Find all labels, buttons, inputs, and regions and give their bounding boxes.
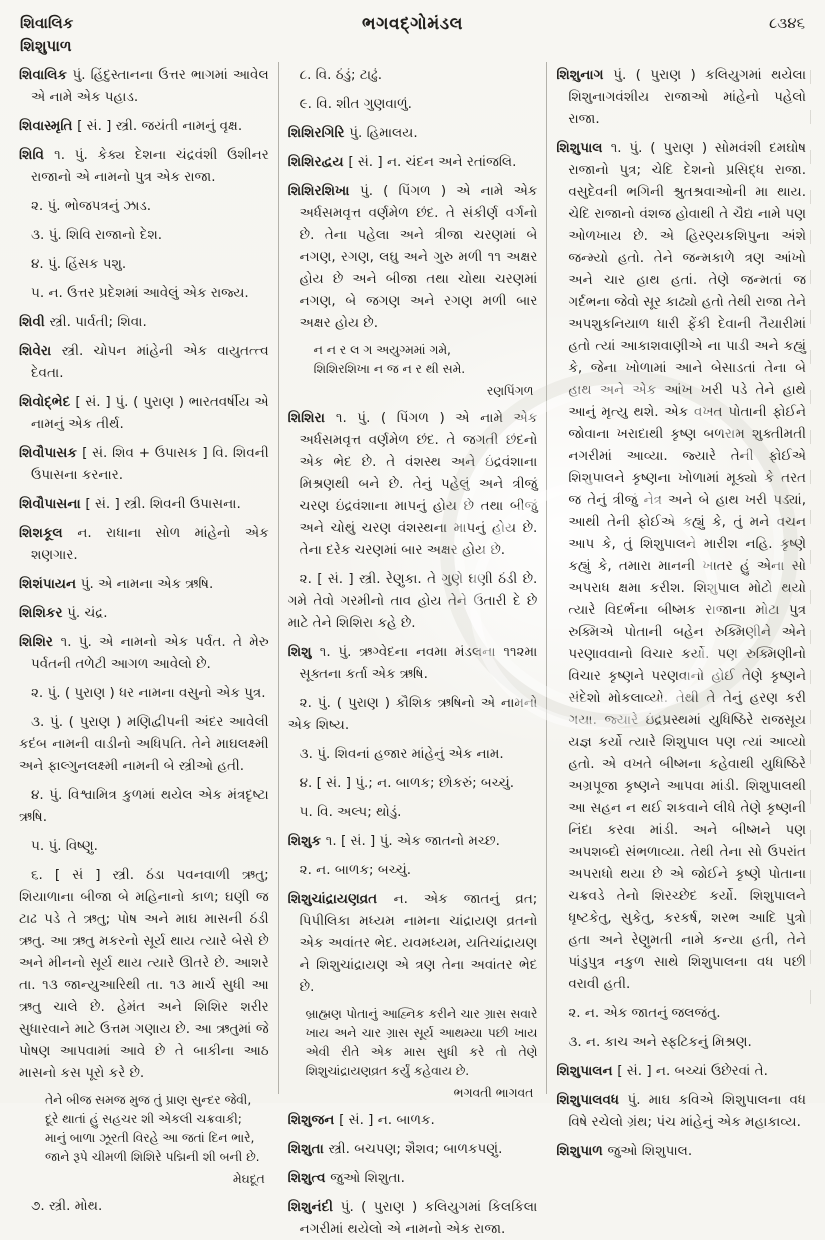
headword: શિશુ — [287, 644, 320, 661]
entry-sense: ૨. ન. એક જાતનું જલજંતુ. — [568, 1005, 721, 1021]
entry-sense: ૫. ન. ઉત્તર પ્રદેશમાં આવેલું એક રાજ્ય. — [31, 285, 249, 301]
dictionary-entry: શિશિરા ૧. પું. ( પિંગળ ) એ નામે એક અર્ધસમવૃત્ત વર્ણમેળ છંદ. તે જગતી છંદનો એક ભેદ છે. તે વંશસ્થ અને ઇંદ્રવંશાના મિશ્રણથી બને છે. તેનું પહેલું અને ત્રીજું ચરણ ઇંદ્રવંશાના માપનું હોય છે તથા બીજું અને ચોથું ચરણ વંશસ્થના માપનું હોય છે. તેના દરેક ચરણમાં બાર અક્ષર હોય છે. — [287, 410, 538, 559]
entry-sense: ૪. પું. હિંસક પશુ. — [31, 256, 127, 272]
headword: શિશિરશિખા — [287, 183, 360, 199]
verse-quotation — [314, 341, 538, 379]
quotation-line: જાને રૂપે ચીમળી શિશિરે પદ્મિની શી બની છે. — [45, 1150, 260, 1165]
verse-quotation — [45, 1091, 269, 1167]
headword: શિવેરા — [19, 343, 62, 359]
entry-sense: ૩. પું. ( પુરાણ ) મણિદ્વીપની અંદર આવેલી કદંબ નામની વાડીનો અધિપતિ. તેને માઘલક્ષ્મી અને ફાલ્ગુનલક્ષ્મી નામની બે સ્ત્રીઓ હતી. — [19, 714, 269, 774]
headword: શિવાસ્મૃતિ — [19, 118, 78, 134]
dictionary-entry: શિશંપાયન પું. એ નામના એક ઋષિ. — [19, 576, 214, 592]
dictionary-entry: શિશુપાલવધ પું. માઘ કવિએ શિશુપાલના વધ વિષે રચેલો ગ્રંથ; પંચ માંહેનું એક મહાકાવ્ય. — [556, 1092, 807, 1130]
dictionary-entry: શિશુનંદી પું. ( પુરાણ ) કલિયુગમાં કિલકિલા નગરીમાં થયેલો એ નામનો એક રાજા. — [287, 1199, 538, 1238]
entry-sense: ૨. [ સં. ] સ્ત્રી. રેણુકા. તે ગુણે ઘણી ઠંડી છે. ગમે તેવો ગરમીનો તાવ હોય તેને ઉતારી દે છે માટે તેને શિશિરા કહે છે. — [287, 571, 538, 632]
headword: શિશંપાયન — [19, 576, 81, 592]
headword: શિશુજન — [287, 1112, 340, 1129]
quotation-line: શિશિરશિખા ન જ ન ર થી સમે. — [313, 362, 466, 377]
headword: શિશિર — [19, 634, 61, 650]
entry-sense: ૨. પું. ભોજપત્રનું ઝાડ. — [31, 198, 152, 214]
headword: શિશુપાલ — [556, 140, 611, 156]
dictionary-entry: શિશિકર પું. ચંદ્ર. — [19, 605, 108, 621]
headword: શિશિરા — [287, 410, 336, 427]
headword: શિશિકર — [19, 605, 68, 621]
dictionary-entry: શિશુતા સ્ત્રી. બચપણ; શૈશવ; બાળકપણું. — [287, 1141, 503, 1158]
dictionary-entry: શિવાલિક પું. હિંદુસ્તાનના ઉત્તર ભાગમાં આવેલ એ નામે એક પહાડ. — [19, 67, 269, 105]
text-columns — [10, 62, 815, 1238]
column-1 — [10, 62, 278, 1215]
page-number: ૮૩૪૬ — [769, 14, 805, 32]
dictionary-entry: શિવૌપાસના [ સં. ] સ્ત્રી. શિવની ઉપાસના. — [19, 496, 241, 512]
headword: શિશુતા — [287, 1141, 329, 1158]
headword: શિશુપાલવધ — [556, 1092, 628, 1108]
guide-word-first: શિવાલિક — [20, 14, 74, 32]
dictionary-entry: શિશુપાલ ૧. પું. ( પુરાણ ) સોમવંશી દમઘોષ રાજાનો પુત્ર; ચેદિ દેશનો પ્રસિદ્ધ રાજા. વસુદેવની ભગિની શ્રુતશ્રવાઓની મા થાય. ચેદિ રાજાનો વંશજ હોવાથી તે ચૈદ્ય નામે પણ ઓળખાય છે. એ હિરણ્યકશિપુના અંશે જન્મ્યો હતો. તેને જન્મકાળે ત્રણ આંખો અને ચાર હાથ હતાં. તેણે જન્મતાં જ ગર્દભના જેવો સૂર કાઢ્યો હતો તેથી રાજા તેને અપશુકનિયાળ ધારી ફેંકી દેવાની તૈયારીમાં હતો ત્યાં આકાશવાણીએ ના પાડી અને કહ્યું કે, જેના ખોળામાં આને બેસાડતાં તેના બે હાથ અને એક આંખ ખરી પડે તેને હાથે આનું મૃત્યુ થશે. એક વખત પોતાની ફોઈને જોવાના ખરાદાથી કૃષ્ણ બળરામ શુક્તીમતી નગરીમાં આવ્યા. જ્યારે તેની ફોઈએ શિશુપાલને કૃષ્ણના ખોળામાં મૂક્યો કે તરત જ તેનું ત્રીજું નેત્ર અને બે હાથ ખરી પડ્યાં, આથી તેની ફોઈએ કહ્યું કે, તું મને વચન આપ કે, તું શિશુપાલને મારીશ નહિ. કૃષ્ણે કહ્યું કે, તમારા માનની ખાતર હું એના સો અપરાધ ક્ષમા કરીશ. શિશુપાલ મોટો થયો ત્યારે વિદર્ભના બીષ્મક રાજાના મોટા પુત્ર રુક્મિએ પોતાની બહેન રુક્મિણીને એને પરણાવવાનો વિચાર કર્યો. પણ રુક્મિણીનો વિચાર કૃષ્ણને પરણવાનો હોઈ તેણે કૃષ્ણને સંદેશો મોકલાવ્યો. તેથી તે તેનું હરણ કરી ગયા. જ્યારે ઇંદ્રપ્રસ્થમાં યુધિષ્ઠિરે રાજસૂય યજ્ઞ કર્યો ત્યારે શિશુપાલ પણ ત્યાં આવ્યો હતો. એ વખતે બીષ્મના કહેવાથી યુધિષ્ઠિરે અગ્રપૂજા કૃષ્ણને આપવા માંડી. શિશુપાલથી આ સહન ન થઈ શકવાને લીધે તેણે કૃષ્ણની નિંદા કરવા માંડી. અને બીષ્મને પણ અપશબ્દો સંભળાવ્યા. તેથી તેના સો ઉપરાંત અપરાધો થયા છે એ જોઈને કૃષ્ણે પોતાના ચક્રવડે તેનો શિરચ્છેદ કર્યો. શિશુપાલને ધૃષ્ટકેતુ, સુકેતુ, કરકર્ષ, શરભ આદિ પુત્રો હતા અને રેણુમતી નામે કન્યા હતી, તેને પાંડુપુત્ર નકુળ સાથે શિશુપાલના વધ પછી વરાવી હતી. — [556, 140, 807, 992]
entry-sense: ૩. પું. શિવનાં હજાર માંહેનું એક નામ. — [299, 746, 504, 763]
headword: શિશિરદ્વય — [287, 154, 349, 170]
dictionary-entry: શિવૌપાસક [ સં. શિવ + ઉપાસક ] વિ. શિવની ઉપાસના કરનાર. — [19, 445, 269, 483]
dictionary-entry: શિશિરગિરિ પું. હિમાલય. — [287, 125, 418, 141]
dictionary-entry: શિશુપાલન [ સં. ] ન. બચ્ચાં ઉછેરવાં તે. — [556, 1063, 768, 1079]
dictionary-entry: શિવિ ૧. પું. કેક્ય દેશના ચંદ્રવંશી ઉશીનર રાજાનો એ નામનો પુત્ર એક રાજા. — [19, 147, 269, 185]
dictionary-entry: શિશુક ૧. [ સં. ] પું. એક જાતનો મચ્છ. — [287, 833, 500, 850]
quotation-line: ન ન ર લ ગ અયુગ્મમાં ગમે, — [313, 343, 451, 357]
entry-sense: ૨. પું. ( પુરાણ ) ધર નામના વસુનો એક પુત્ર. — [31, 685, 266, 701]
prose-quotation — [306, 1005, 538, 1081]
entry-sense: ૨. પું. ( પુરાણ ) કૌશિક ઋષિનો એ નામનો એક શિષ્ય. — [287, 695, 538, 734]
entry-sense: ૯. વિ. શીત ગુણવાળું. — [299, 96, 412, 112]
quotation-source: મેઘદૂત — [232, 1172, 265, 1187]
headword: શિશુક — [287, 833, 326, 850]
headword: શિવૌપાસના — [19, 496, 86, 512]
headword: શિશુચાંદ્રાયણવ્રત — [287, 891, 394, 908]
quotation-source: ભગવતી ભાગવત — [453, 1086, 534, 1101]
dictionary-entry: શિશુ ૧. પું. ઋગ્વેદના નવમા મંડલના ૧૧૨મા સૂક્તના કર્તા એક ઋષિ. — [287, 644, 538, 683]
dictionary-entry: શિશિરદ્વય [ સં. ] ન. ચંદન અને રતાંજલિ. — [287, 154, 517, 170]
dictionary-entry: શિશુચાંદ્રાયણવ્રત ન. એક જાતનું વ્રત; પિપીલિકા મધ્યમ નામના ચાંદ્રાયણ વ્રતનો એક અવાંતર ભેદ. યવમધ્યમ, યતિચાંદ્રાયણ ને શિશુચાંદ્રાયણ એ ત્રણ તેના અવાંતર ભેદ છે. — [287, 891, 538, 996]
headword: શિવી — [19, 314, 50, 330]
headword: શિશકૂલ — [19, 525, 78, 541]
dictionary-entry: શિશુપાળ જુઓ શિશુપાલ. — [556, 1143, 693, 1159]
quotation-line: બ્રાહ્મણ પોતાનું આહ્નિક કરીને ચાર ગ્રાસ સવારે ખાય અને ચાર ગ્રાસ સૂર્ય આથમ્યા પછી ખાય એવી રીતે એક માસ સુધી કરે તો તેણે શિશુચાંદ્રાયણવ્રત કર્યું કહેવાય છે. — [305, 1007, 538, 1079]
entry-sense: ૭. સ્ત્રી. મોથ. — [31, 1198, 103, 1215]
page-header — [10, 8, 815, 60]
headword: શિવાલિક — [19, 67, 73, 83]
entry-sense: ૬. [ સં ] સ્ત્રી. ઠંડા પવનવાળી ઋતુ; શિયાળાના બીજા બે મહિનાનો કાળ; ઘણી જ ટાઢ પડે તે ઋતુ; પોષ અને માઘ માસની ઠંડી ઋતુ. આ ઋતુ મકરનો સૂર્ય થાય ત્યારે બેસે છે અને મીનનો સૂર્ય થાય ત્યારે ઊતરે છે. આશરે તા. ૧૩ જાન્યુઆરિથી તા. ૧૩ માર્ચ સુધી આ ઋતુ ચાલે છે. હેમંત અને શિશિર શરીર સુધારવાને માટે ઉત્તમ ગણાય છે. આ ઋતુમાં જે પોષણ આપવામાં આવે છે તે બાકીના આઠ માસનો કસ પૂરો કરે છે. — [19, 867, 269, 1081]
guide-words — [20, 12, 200, 57]
headword: શિશુત્વ — [287, 1170, 331, 1187]
dictionary-entry: શિવોદ્ભેદ [ સં. ] પું. ( પુરાણ ) ભારતવર્ષીય એ નામનું એક તીર્થ. — [19, 394, 269, 432]
dictionary-entry: શિવેરા સ્ત્રી. ચોપન માંહેની એક વાયુતત્ત્વ દેવતા. — [19, 343, 269, 381]
dictionary-entry: શિવાસ્મૃતિ [ સં. ] સ્ત્રી. જયંતી નામનું વૃક્ષ. — [19, 118, 243, 134]
headword: શિવૌપાસક — [19, 445, 83, 461]
entry-sense: ૫. વિ. અલ્પ; થોડું. — [299, 804, 402, 821]
column-3 — [546, 62, 815, 1159]
guide-word-last: શિશુપાળ — [20, 36, 72, 55]
headword: શિશુનંદી — [287, 1199, 341, 1216]
entry-sense: ૪. [ સં. ] પું.; ન. બાળક; છોકરું; બચ્ચું. — [299, 775, 515, 792]
headword: શિવિ — [19, 147, 55, 163]
entry-sense: ૪. પું. વિશ્વામિત્ર કુળમાં થયેલ એક મંત્રદૃષ્ટા ઋષિ. — [19, 787, 269, 825]
book-title: ભગવદ્ગોમંડલ — [362, 14, 463, 34]
headword: શિશુપાળ — [556, 1143, 608, 1159]
headword: શિશુનાગ — [556, 67, 614, 83]
quotation-line: તેને બીજ સમજ મુજ તું પ્રાણ સુન્દર જેવી, — [45, 1093, 252, 1107]
headword: શિશિરગિરિ — [287, 125, 350, 141]
quotation-line: દૂરે થાતાં હું સહચર શી એકલી ચક્રવાકી; — [45, 1112, 242, 1127]
dictionary-entry: શિશિરશિખા પું. ( પિંગળ ) એ નામે એક અર્ધસમવૃત્ત વર્ણમેળ છંદ. તે સંકીર્ણ વર્ગનો છે. તેના પહેલા અને ત્રીજા ચરણમાં બે નગણ, રગણ, લઘુ અને ગુરુ મળી ૧૧ અક્ષર હોય છે અને બીજા તથા ચોથા ચરણમાં નગણ, બે જગણ અને રગણ મળી બાર અક્ષર હોય છે. — [287, 183, 538, 331]
entry-sense: ૨. ન. બાળક; બચ્ચું. — [299, 862, 412, 879]
quotation-line: માનું બાળા ઝૂરતી વિરહે આ જતાં દિન ભારે, — [45, 1131, 255, 1146]
dictionary-entry: શિશુત્વ જુઓ શિશુતા. — [287, 1170, 405, 1187]
entry-sense: ૫. પું. વિષ્ણુ. — [31, 838, 98, 854]
headword: શિશુપાલન — [556, 1063, 618, 1079]
column-2 — [278, 62, 547, 1238]
dictionary-entry: શિશુનાગ પું. ( પુરાણ ) કલિયુગમાં થયેલા શિશુનાગવંશીય રાજાઓ માંહેનો પહેલો રાજા. — [556, 67, 807, 127]
quotation-source: રણપિંગળ — [486, 384, 534, 399]
dictionary-entry: શિશિર ૧. પું. એ નામનો એક પર્વત. તે મેરુ પર્વતની તળેટી આગળ આવેલો છે. — [19, 634, 269, 672]
entry-sense: ૩. પું. શિવિ રાજાનો દેશ. — [31, 227, 163, 243]
dictionary-entry: શિશકૂલ ન. રાધાના સોળ માંહેનો એક શણગાર. — [19, 525, 269, 563]
entry-sense: ૮. વિ. ઠંડું; ટાઢું. — [299, 67, 382, 83]
dictionary-entry: શિશુજન [ સં. ] ન. બાળક. — [287, 1112, 435, 1129]
dictionary-entry: શિવી સ્ત્રી. પાર્વતી; શિવા. — [19, 314, 147, 330]
headword: શિવોદ્ભેદ — [19, 394, 76, 410]
entry-sense: ૩. ન. કાચ અને સ્ફટિકનું મિશ્રણ. — [568, 1034, 752, 1050]
